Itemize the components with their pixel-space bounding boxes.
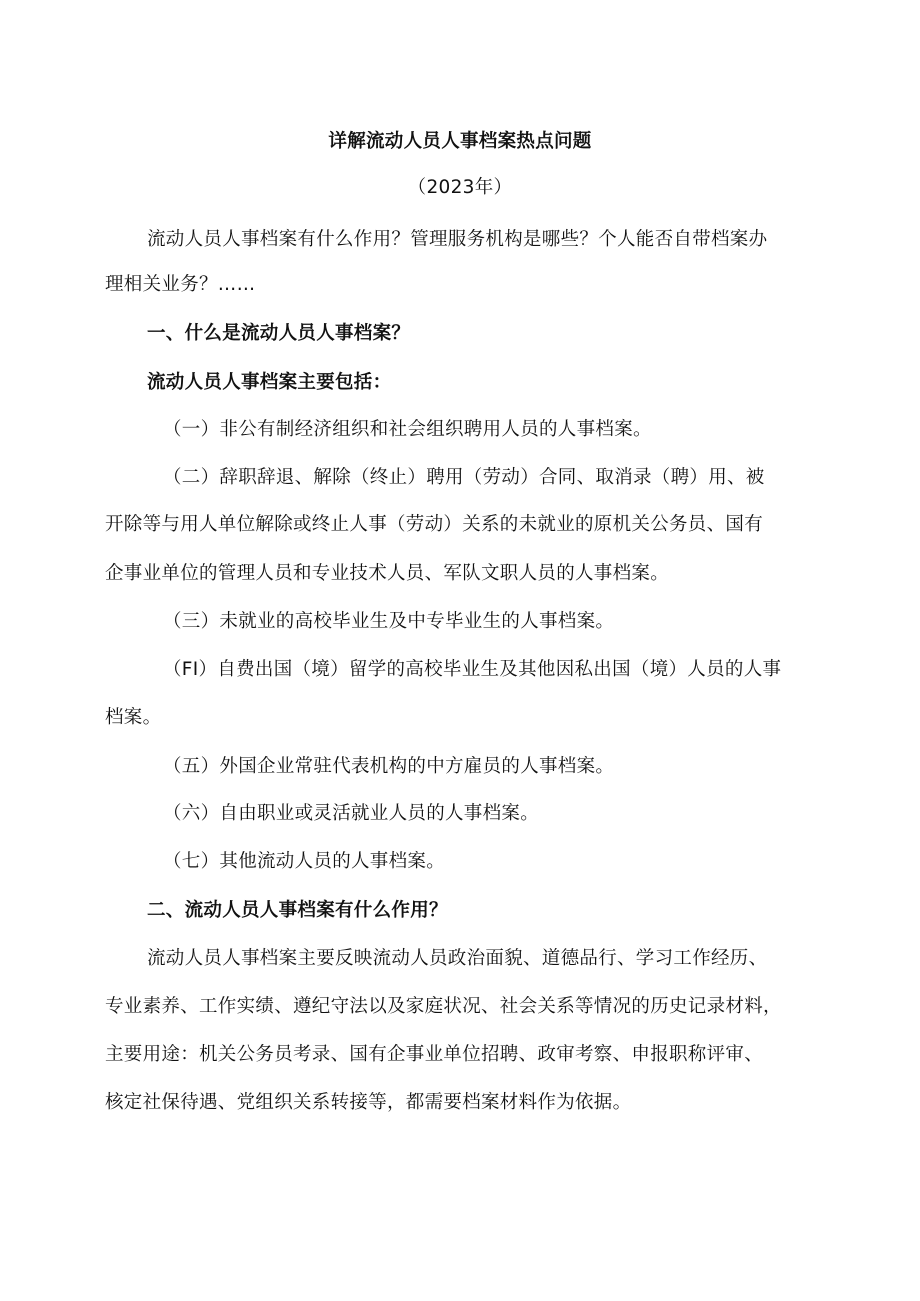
item-1-line-1: （一）非公有制经济组织和社会组织聘用人员的人事档案。 (163, 419, 652, 440)
section2-line-4: 核定社保待遇、党组织关系转接等，都需要档案材料作为依据。 (105, 1092, 632, 1113)
item-3-line-1: （三）未就业的高校毕业生及中专毕业生的人事档案。 (163, 611, 615, 632)
section2-line-3: 主要用途：机关公务员考录、国有企事业单位招聘、政审考察、申报职称评审、 (105, 1044, 764, 1065)
intro-line-1: 流动人员人事档案有什么作用？管理服务机构是哪些？个人能否自带档案办 (147, 229, 768, 250)
section2-line-2: 专业素养、工作实绩、遵纪守法以及家庭状况、社会关系等情况的历史记录材料， (105, 996, 782, 1017)
item-6-line-1: （六）自由职业或灵活就业人员的人事档案。 (163, 803, 540, 824)
section1-subheading: 流动人员人事档案主要包括： (147, 372, 392, 393)
document-year: （2023年） (407, 177, 513, 198)
section2-heading: 二、流动人员人事档案有什么作用？ (147, 900, 448, 921)
item-2-line-1: （二）辞职辞退、解除（终止）聘用（劳动）合同、取消录（聘）用、被 (163, 467, 765, 488)
item-4-line-2: 档案。 (105, 707, 162, 728)
section1-heading: 一、什么是流动人员人事档案？ (147, 323, 411, 344)
item-7-line-1: （七）其他流动人员的人事档案。 (163, 851, 446, 872)
item-2-line-3: 企事业单位的管理人员和专业技术人员、军队文职人员的人事档案。 (105, 563, 670, 584)
item-5-line-1: （五）外国企业常驻代表机构的中方雇员的人事档案。 (163, 756, 615, 777)
item-2-line-2: 开除等与用人单位解除或终止人事（劳动）关系的未就业的原机关公务员、国有 (105, 514, 764, 535)
item-4-line-1: （FI）自费出国（境）留学的高校毕业生及其他因私出国（境）人员的人事 (163, 659, 782, 680)
document-title: 详解流动人员人事档案热点问题 (328, 131, 592, 152)
section2-line-1: 流动人员人事档案主要反映流动人员政治面貌、道德品行、学习工作经历、 (147, 948, 768, 969)
intro-line-2: 理相关业务？…… (105, 274, 256, 295)
